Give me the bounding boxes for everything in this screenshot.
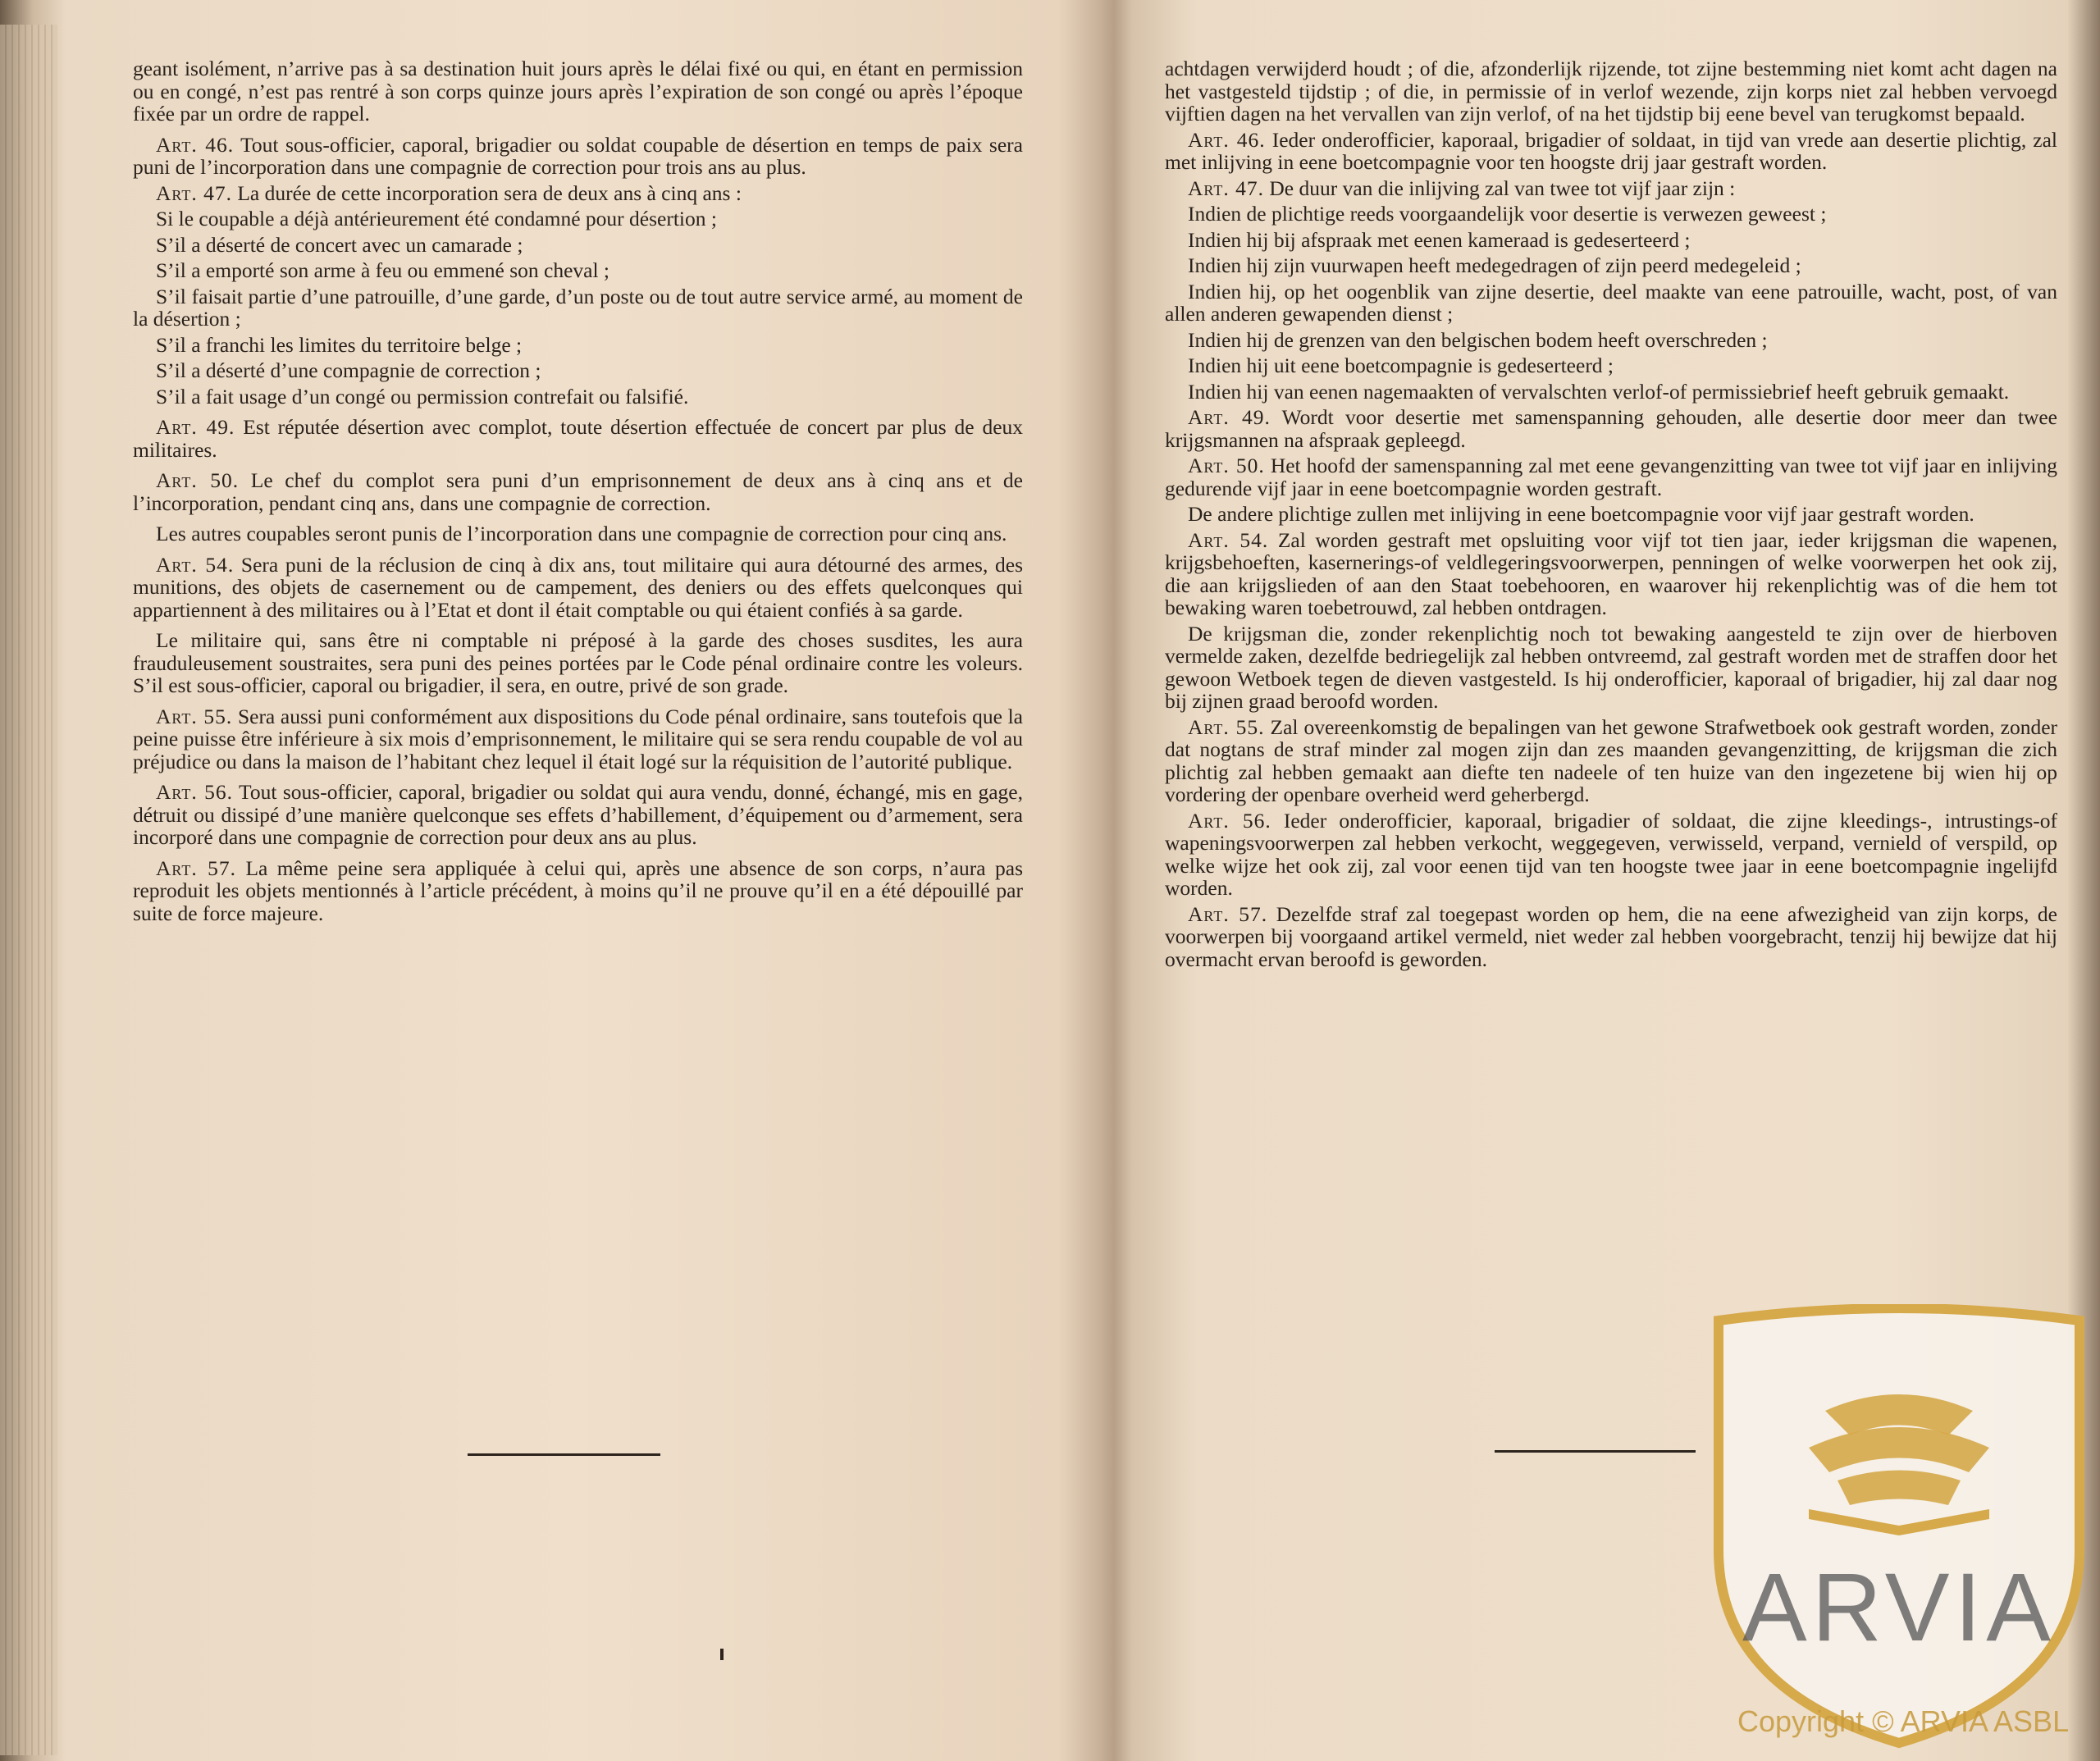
text-paragraph <box>1165 354 2057 377</box>
left-page-french <box>133 57 1023 928</box>
paragraph-text: De krijgsman die, zonder rekenplichtig noch tot bewaking aangesteld te zijn over de hierboven vermelde zaken, dezelfde bedriegelijk zal hebben ontvreemd, zal gestraft worden met de straffen door het gewoon Wetboek tegen de dieven vastgesteld. Is hij onderofficier, kaporaal of brigadier, hij zal daar nog bij zijnen graad beroofd worden. <box>1165 621 2057 713</box>
article-number: Art. 55. <box>156 704 233 728</box>
article-paragraph <box>1165 716 2057 806</box>
paragraph-text: Si le coupable a déjà antérieurement été condamné pour désertion ; <box>156 207 717 230</box>
article-paragraph <box>133 469 1023 514</box>
text-paragraph <box>133 57 1023 125</box>
copyright-notice: Copyright © ARVIA ASBL <box>1737 1704 2070 1738</box>
article-number: Art. 54. <box>156 552 235 577</box>
paragraph-text: De andere plichtige zullen met inlijving in eene boetcompagnie voor vijf jaar gestraft worden. <box>1188 502 1974 526</box>
paragraph-text: Ieder onderofficier, kaporaal, brigadier of soldaat, in tijd van vrede aan desertie plichtig, zal met inlijving in eene boetcompagnie voor ten hoogste drij jaar gestraft worden. <box>1165 127 2057 174</box>
paragraph-text: Tout sous-officier, caporal, brigadier ou soldat coupable de désertion en temps de paix sera puni de l’incorporation dans une compagnie de correction pour trois ans au plus. <box>133 132 1023 179</box>
article-paragraph <box>133 416 1023 461</box>
paragraph-text: geant isolément, n’arrive pas à sa destination huit jours après le délai fixé ou qui, en étant en permission ou en congé, n’est pas rentré à son corps quinze jours après l’expiration de son congé ou après l’époque fixée par un ordre de rappel. <box>133 57 1023 125</box>
text-paragraph <box>1165 281 2057 326</box>
text-paragraph <box>1165 254 2057 277</box>
text-paragraph <box>1165 623 2057 713</box>
text-paragraph <box>133 334 1023 357</box>
paragraph-text: Est réputée désertion avec complot, toute désertion effectuée de concert par plus de deux militaires. <box>133 415 1024 462</box>
article-number: Art. 50. <box>156 468 240 492</box>
text-paragraph <box>133 629 1023 697</box>
text-paragraph <box>1165 329 2057 352</box>
paragraph-text: Indien hij uit eene boetcompagnie is gedeserteerd ; <box>1188 354 1614 377</box>
article-paragraph <box>1165 406 2057 451</box>
paragraph-text: Sera puni de la réclusion de cinq à dix ans, tout militaire qui aura détourné des armes, des munitions, des objets de casernement ou de campement, des deniers ou des effets quelconques qui appartiennent à des militaires ou à l’Etat et dont il était comptable ou qui étaient confiés à sa garde. <box>133 552 1023 622</box>
paragraph-text: S’il a emporté son arme à feu ou emmené son cheval ; <box>156 258 610 282</box>
paragraph-text: S’il a déserté d’une compagnie de correction ; <box>156 358 541 382</box>
article-number: Art. 54. <box>1188 527 1269 552</box>
paragraph-text: Indien de plichtige reeds voorgaandelijk voor desertie is verwezen geweest ; <box>1188 202 1827 226</box>
paragraph-text: S’il a déserté de concert avec un camarade ; <box>156 232 523 257</box>
article-number: Art. 57. <box>1188 901 1268 926</box>
paragraph-text: Wordt voor desertie met samenspanning gehouden, alle desertie door meer dan twee krijgsmannen na afspraak gepleegd. <box>1165 405 2058 452</box>
paragraph-text: Indien hij zijn vuurwapen heeft medegedragen of zijn peerd medegeleid ; <box>1188 253 1801 277</box>
article-number: Art. 56. <box>1188 808 1271 833</box>
paragraph-text: Zal overeenkomstig de bepalingen van het gewone Strafwetboek ook gestraft worden, zonder dat nogtans de straf minder zal mogen zijn dan zes maanden gevangenzitting, de krijgsman die zich plichtig zal hebben gemaakt aan diefte ten nadeele of ten huize van den ingezetene bij wien hij op vordering der openbare overheid werd geherbergd. <box>1165 714 2058 806</box>
paragraph-text: S’il faisait partie d’une patrouille, d’une garde, d’un poste ou de tout autre service armé, au moment de la désertion ; <box>133 284 1023 331</box>
paragraph-text: Dezelfde straf zal toegepast worden op hem, die na eene afwezigheid van zijn korps, de voorwerpen bij voorgaand artikel vermeld, niet weder zal hebben voorgebracht, tenzij hij bewijze dat hij overmacht ervan beroofd is geworden. <box>1165 901 2057 971</box>
article-paragraph <box>133 705 1023 773</box>
article-paragraph <box>1165 454 2057 500</box>
paragraph-text: Tout sous-officier, caporal, brigadier ou soldat qui aura vendu, donné, échangé, mis en gage, détruit ou dissipé d’une manière quelconque ses effets d’habillement, d’équipement ou d’armement, sera incorporé dans une compagnie de correction pour deux ans au plus. <box>133 780 1023 849</box>
article-paragraph <box>133 554 1023 622</box>
text-paragraph <box>1165 503 2057 526</box>
paragraph-text: Zal worden gestraft met opsluiting voor vijf tot tien jaar, ieder krijgsman die wapenen, krijgsbehoeften, kasernerings-of veldlegeringsvoorwerpen, penningen of welke voorwerpen het ook zij, die aan krijgslieden of aan den Staat toebehooren, en waarover hij rekenplichtig was of die hem tot bewaking waren toebetrouwd, zal hebben ontdragen. <box>1165 527 2057 619</box>
end-rule-right <box>1495 1450 1696 1453</box>
paragraph-text: Indien hij van eenen nagemaakten of vervalschten verlof-of permissiebrief heeft gebruik gemaakt. <box>1188 379 2010 404</box>
article-number: Art. 46. <box>156 132 235 157</box>
binding-mark <box>720 1649 724 1660</box>
article-number: Art. 55. <box>1188 714 1265 739</box>
end-rule-left <box>468 1453 660 1456</box>
article-paragraph <box>1165 810 2057 900</box>
page-edges <box>0 25 57 1755</box>
article-paragraph <box>133 182 1023 205</box>
text-paragraph <box>133 522 1023 545</box>
article-paragraph <box>1165 529 2057 619</box>
article-paragraph <box>1165 129 2057 174</box>
paragraph-text: achtdagen verwijderd houdt ; of die, afzonderlijk rijzende, tot zijne bestemming niet komt acht dagen na het vastgesteld tijdstip ; of die, in permissie of in verlof wezende, zijn korps niet zal hebben vervoegd vijftien dagen na het vervallen van zijn verlof, of na het tijdstip bij eene bevel van terugkomst bepaald. <box>1165 57 2057 125</box>
arvia-watermark-shield <box>1702 1304 2096 1751</box>
paragraph-text: S’il a franchi les limites du territoire belge ; <box>156 332 523 357</box>
text-paragraph <box>133 359 1023 382</box>
article-number: Art. 56. <box>156 780 234 804</box>
article-number: Art. 50. <box>1188 454 1265 477</box>
article-number: Art. 46. <box>1188 127 1266 152</box>
text-paragraph <box>1165 57 2057 125</box>
text-paragraph <box>133 208 1023 230</box>
paragraph-text: La même peine sera appliquée à celui qui, après une absence de son corps, n’aura pas reproduit les objets mentionnés à l’article précédent, à moins qu’il ne prouve qu’il en a été dépouillé par suite de force majeure. <box>133 855 1023 925</box>
text-paragraph <box>1165 229 2057 252</box>
article-number: Art. 47. <box>1188 176 1264 200</box>
article-paragraph <box>1165 903 2057 971</box>
paragraph-text: Indien hij bij afspraak met eenen kameraad is gedeserteerd ; <box>1188 227 1691 252</box>
text-paragraph <box>133 259 1023 282</box>
paragraph-text: La durée de cette incorporation sera de deux ans à cinq ans : <box>237 180 742 205</box>
paragraph-text: Indien hij, op het oogenblik van zijne desertie, deel maakte van eene patrouille, wacht, post, of van allen anderen gewapenden dienst ; <box>1165 279 2057 326</box>
paragraph-text: De duur van die inlijving zal van twee tot vijf jaar zijn : <box>1269 176 1736 200</box>
text-paragraph <box>133 285 1023 331</box>
right-page-dutch <box>1165 57 2057 974</box>
article-paragraph <box>1165 177 2057 200</box>
paragraph-text: Het hoofd der samenspanning zal met eene gevangenzitting van twee tot vijf jaar en inlijving gedurende vijf jaar in eene boetcompagnie worden gestraft. <box>1165 454 2058 500</box>
text-paragraph <box>133 234 1023 257</box>
text-paragraph <box>1165 203 2057 226</box>
watermark-logo-text: ARVIA <box>1742 1553 2056 1662</box>
article-paragraph <box>133 781 1023 849</box>
article-number: Art. 49. <box>1188 405 1271 429</box>
article-number: Art. 47. <box>156 180 232 205</box>
paragraph-text: Ieder onderofficier, kaporaal, brigadier of soldaat, die zijne kleedings-, intrustings-of wapeningsvoorwerpen zal hebben verkocht, weggegeven, verwisseld, verpand, vernield of verspild, op welke wijze het ook zij, zal voor eenen tijd van ten hoogste twee jaar in eene boetcompagnie ingelijfd worden. <box>1165 808 2057 900</box>
paragraph-text: Le militaire qui, sans être ni comptable ni préposé à la garde des choses susdites, les aura frauduleusement soustraites, sera puni des peines portées par le Code pénal ordinaire contre les voleurs. S’il est sous-officier, caporal ou brigadier, il sera, en outre, privé de son grade. <box>133 628 1023 697</box>
paragraph-text: S’il a fait usage d’un congé ou permission contrefait ou falsifié. <box>156 384 689 408</box>
text-paragraph <box>133 386 1023 408</box>
article-paragraph <box>133 857 1023 925</box>
paragraph-text: Indien hij de grenzen van den belgischen bodem heeft overschreden ; <box>1188 327 1768 352</box>
paragraph-text: Sera aussi puni conformément aux dispositions du Code pénal ordinaire, sans toutefois que la peine puisse être inférieure à six mois d’emprisonnement, le militaire qui se sera rendu coupable de vol au préjudice ou dans la maison de l’habitant chez lequel il était logé sur la réquisition de l’autorité publique. <box>133 704 1023 773</box>
article-number: Art. 49. <box>156 415 235 439</box>
paragraph-text: Le chef du complot sera puni d’un emprisonnement de deux ans à cinq ans et de l’incorporation, pendant cinq ans, dans une compagnie de correction. <box>133 468 1024 515</box>
text-paragraph <box>1165 381 2057 404</box>
article-number: Art. 57. <box>156 855 237 880</box>
article-paragraph <box>133 134 1023 179</box>
paragraph-text: Les autres coupables seront punis de l’incorporation dans une compagnie de correction pour cinq ans. <box>156 522 1007 545</box>
